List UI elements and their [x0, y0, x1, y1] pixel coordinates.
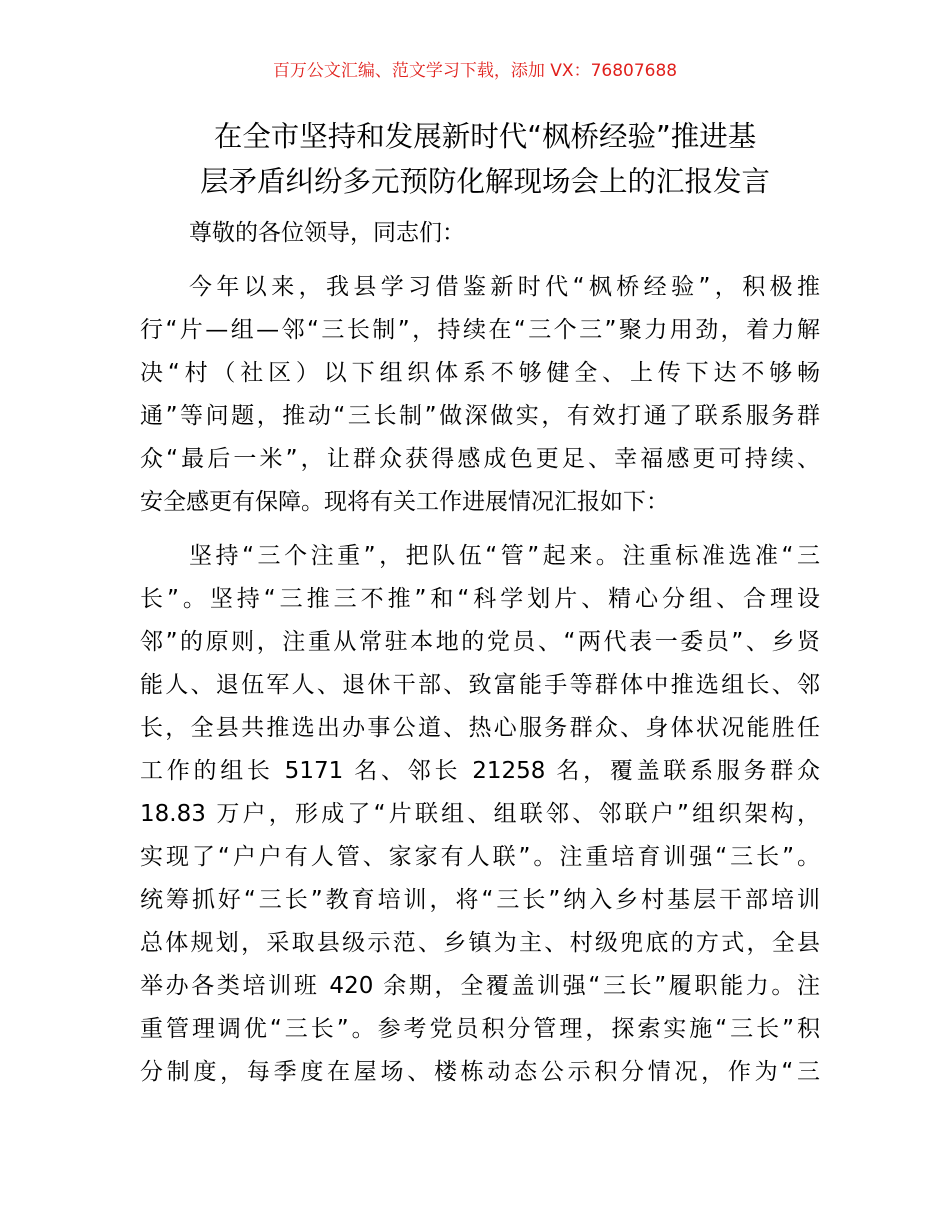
paragraph-2	[140, 535, 820, 1094]
paragraph-line: 分制度，每季度在屋场、楼栋动态公示积分情况，作为“三	[140, 1059, 820, 1085]
salutation: 尊敬的各位领导，同志们：	[189, 220, 465, 246]
paragraph-1	[140, 266, 820, 524]
paragraph-line: 总体规划，采取县级示范、乡镇为主、村级兜底的方式，全县	[140, 930, 820, 956]
paragraph-line: 举办各类培训班 420 余期，全覆盖训强“三长”履职能力。注	[140, 973, 820, 999]
document-title	[140, 114, 830, 204]
header-watermark: 百万公文汇编、范文学习下载，添加 VX：76807688	[272, 61, 678, 81]
paragraph-line: 18.83 万户，形成了“片联组、组联邻、邻联户”组织架构，	[140, 801, 820, 827]
paragraph-line: 长，全县共推选出办事公道、热心服务群众、身体状况能胜任	[140, 715, 820, 741]
paragraph-line: 统筹抓好“三长”教育培训，将“三长”纳入乡村基层干部培训	[140, 887, 820, 913]
paragraph-line: 能人、退伍军人、退休干部、致富能手等群体中推选组长、邻	[140, 672, 820, 698]
title-line-2: 层矛盾纠纷多元预防化解现场会上的汇报发言	[199, 165, 770, 198]
paragraph-line: 重管理调优“三长”。参考党员积分管理，探索实施“三长”积	[140, 1016, 820, 1042]
document-body	[140, 212, 820, 1094]
paragraph-line: 决“村（社区）以下组织体系不够健全、上传下达不够畅	[140, 360, 820, 386]
paragraph-line: 坚持“三个注重”，把队伍“管”起来。注重标准选准“三	[189, 543, 820, 569]
paragraph-line: 行“片—组—邻“三长制”，持续在“三个三”聚力用劲，着力解	[140, 317, 820, 343]
paragraph-line: 安全感更有保障。现将有关工作进展情况汇报如下：	[140, 489, 669, 515]
paragraph-line: 工作的组长 5171 名、邻长 21258 名，覆盖联系服务群众	[140, 758, 820, 784]
paragraph-line: 邻”的原则，注重从常驻本地的党员、“两代表一委员”、乡贤	[140, 629, 820, 655]
paragraph-line: 实现了“户户有人管、家家有人联”。注重培育训强“三长”。	[140, 844, 820, 870]
title-line-1: 在全市坚持和发展新时代“枫桥经验”推进基	[213, 120, 757, 153]
paragraph-line: 通”等问题，推动“三长制”做深做实，有效打通了联系服务群	[140, 403, 820, 429]
paragraph-line: 众“最后一米”，让群众获得感成色更足、幸福感更可持续、	[140, 446, 820, 472]
paragraph-line: 长”。坚持“三推三不推”和“科学划片、精心分组、合理设	[140, 586, 820, 612]
paragraph-line: 今年以来，我县学习借鉴新时代“枫桥经验”，积极推	[189, 274, 820, 300]
